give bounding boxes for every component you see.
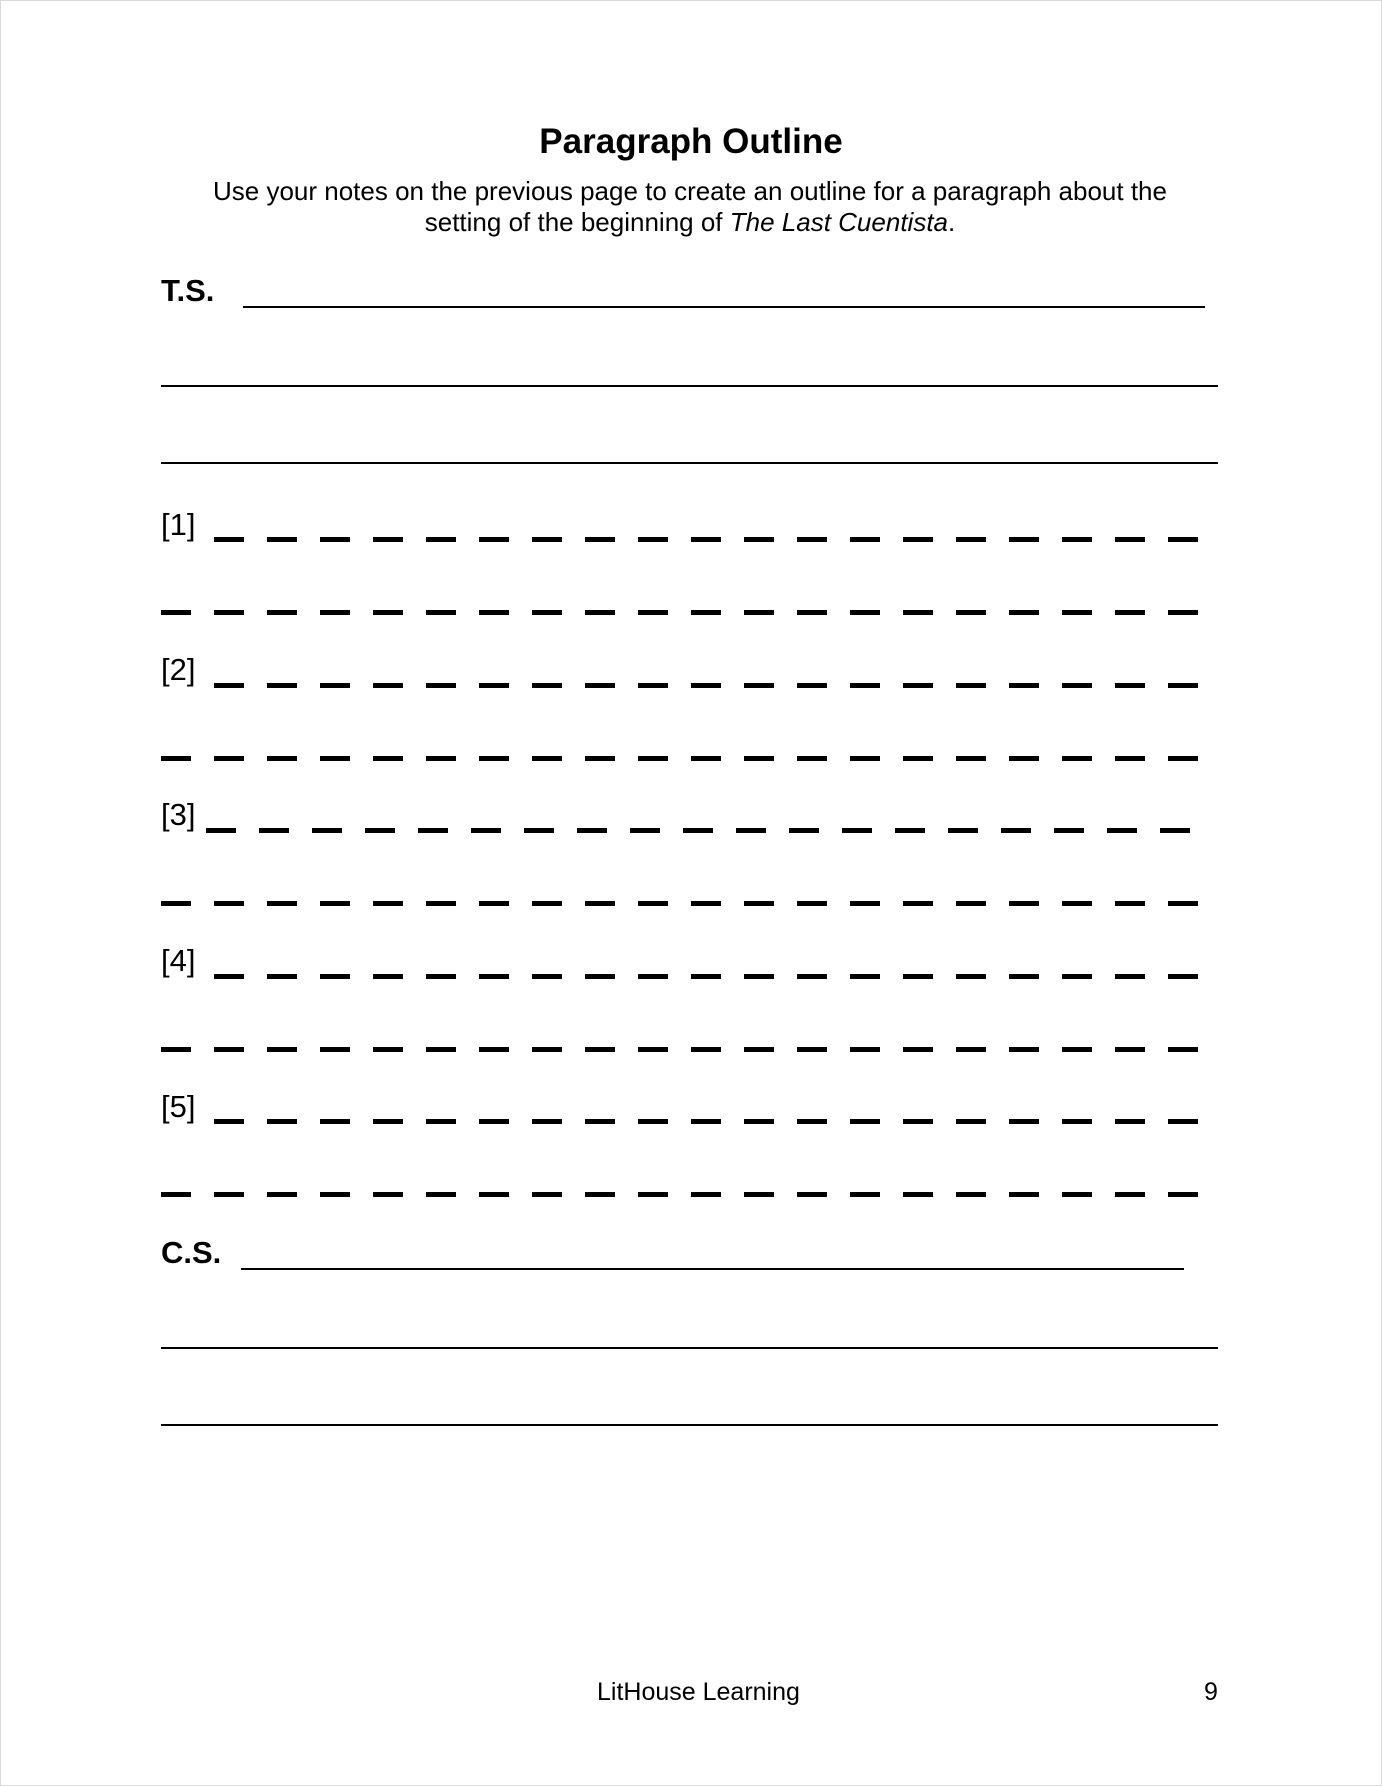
detail-4-line-2[interactable] bbox=[161, 1047, 1200, 1052]
topic-sentence-line-2[interactable] bbox=[161, 385, 1218, 387]
book-title: The Last Cuentista bbox=[729, 207, 948, 237]
detail-3-line-2[interactable] bbox=[161, 901, 1200, 906]
instructions bbox=[160, 176, 1220, 238]
topic-sentence-line-3[interactable] bbox=[161, 462, 1218, 464]
detail-3-label: [3] bbox=[161, 797, 196, 832]
detail-5-label: [5] bbox=[161, 1089, 196, 1124]
topic-sentence-label: T.S. bbox=[161, 273, 215, 308]
detail-5-line[interactable] bbox=[214, 1119, 1200, 1124]
footer-publisher: LitHouse Learning bbox=[597, 1678, 800, 1706]
instructions-line-1: Use your notes on the previous page to create an outline for a paragraph about the bbox=[213, 176, 1167, 206]
page-number: 9 bbox=[1204, 1678, 1218, 1706]
page-title: Paragraph Outline bbox=[539, 122, 843, 161]
detail-2-line[interactable] bbox=[214, 683, 1200, 688]
concluding-sentence-line-3[interactable] bbox=[161, 1424, 1218, 1426]
detail-4-line[interactable] bbox=[214, 974, 1200, 979]
concluding-sentence-line-2[interactable] bbox=[161, 1347, 1218, 1349]
detail-5-line-2[interactable] bbox=[161, 1192, 1200, 1197]
concluding-sentence-label: C.S. bbox=[161, 1235, 222, 1270]
detail-2-label: [2] bbox=[161, 652, 196, 687]
instructions-line-2 bbox=[160, 207, 1220, 238]
instructions-line-2-suffix: . bbox=[948, 207, 956, 237]
instructions-line-2-prefix: setting of the beginning of bbox=[424, 207, 730, 237]
detail-1-line[interactable] bbox=[214, 537, 1200, 542]
detail-3-line[interactable] bbox=[206, 828, 1192, 833]
concluding-sentence-line[interactable] bbox=[241, 1268, 1184, 1270]
detail-1-label: [1] bbox=[161, 507, 196, 542]
detail-1-line-2[interactable] bbox=[161, 610, 1200, 615]
topic-sentence-line[interactable] bbox=[243, 306, 1205, 308]
detail-2-line-2[interactable] bbox=[161, 756, 1200, 761]
detail-4-label: [4] bbox=[161, 943, 196, 978]
